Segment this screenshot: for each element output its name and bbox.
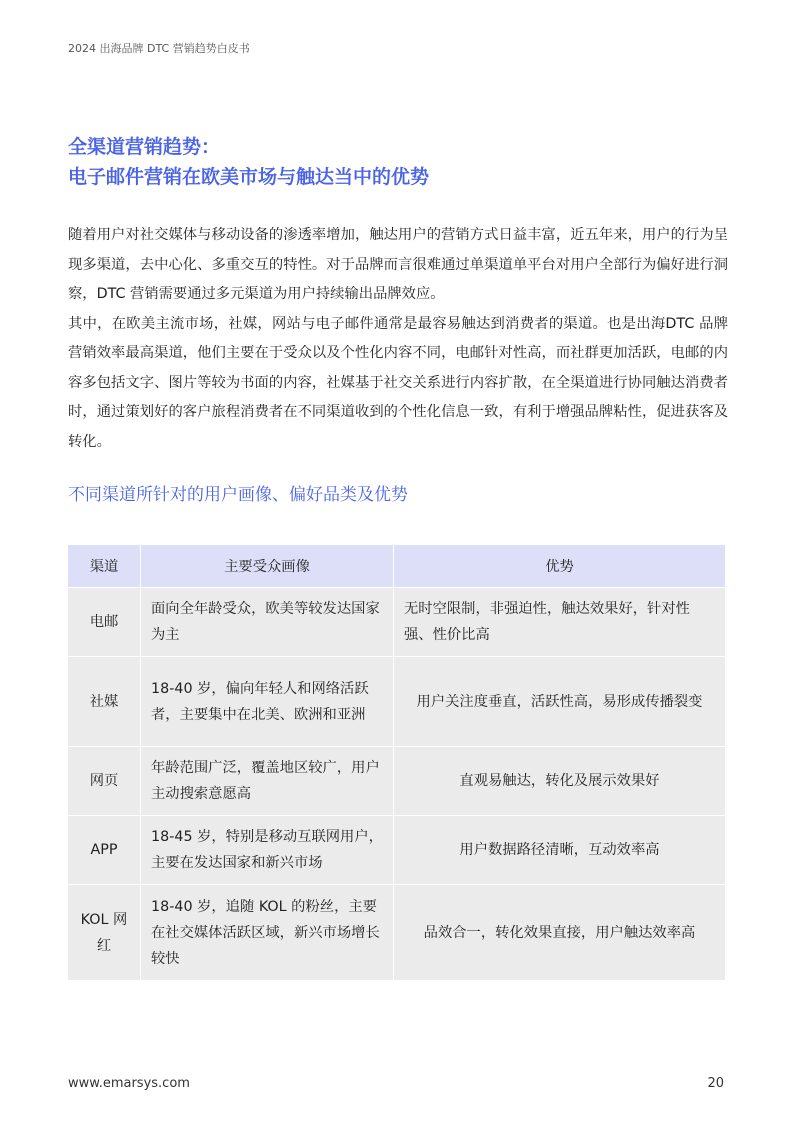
header-channel: 渠道: [68, 545, 141, 588]
cell-channel: 电邮: [68, 588, 141, 657]
cell-advantage: 无时空限制，非强迫性，触达效果好，针对性强、性价比高: [394, 588, 726, 657]
section-title-line-2: 电子邮件营销在欧美市场与触达当中的优势: [68, 166, 430, 188]
paragraph: 其中，在欧美主流市场，社媒，网站与电子邮件通常是最容易触达到消费者的渠道。也是出海DTC 品牌营销效率最高渠道，他们主要在于受众以及个性化内容不同，电邮针对性高，而社群更加活跃，电邮的内容多包括文字、图片等较为书面的内容，社媒基于社交关系进行内容扩散，在全渠道进行协同触达消费者时，通过策划好的客户旅程消费者在不同渠道收到的个性化信息一致，有利于增强品牌粘性，促进获客及转化。: [68, 315, 728, 450]
cell-advantage: 用户关注度垂直，活跃性高，易形成传播裂变: [394, 657, 726, 747]
table-row: [68, 816, 725, 885]
cell-audience: 18-45 岁，特别是移动互联网用户，主要在发达国家和新兴市场: [141, 816, 394, 885]
table-row: [68, 885, 725, 981]
cell-audience: 年龄范围广泛，覆盖地区较广，用户主动搜索意愿高: [141, 747, 394, 816]
table-header-row: [68, 545, 725, 588]
body-text: [68, 221, 728, 457]
table-subtitle: 不同渠道所针对的用户画像、偏好品类及优势: [68, 485, 408, 505]
cell-advantage: 品效合一，转化效果直接，用户触达效率高: [394, 885, 726, 981]
cell-audience: 18-40 岁，追随 KOL 的粉丝，主要在社交媒体活跃区域，新兴市场增长较快: [141, 885, 394, 981]
cell-channel: KOL 网红: [68, 885, 141, 981]
table-row: [68, 588, 725, 657]
cell-channel: 网页: [68, 747, 141, 816]
page-number: 20: [707, 1076, 724, 1091]
channel-table: [68, 545, 725, 981]
running-header: 2024 出海品牌 DTC 营销趋势白皮书: [68, 42, 250, 55]
cell-channel: APP: [68, 816, 141, 885]
header-audience: 主要受众画像: [141, 545, 394, 588]
cell-advantage: 直观易触达，转化及展示效果好: [394, 747, 726, 816]
paragraph: 随着用户对社交媒体与移动设备的渗透率增加，触达用户的营销方式日益丰富，近五年来，用户的行为呈现多渠道，去中心化、多重交互的特性。对于品牌而言很难通过单渠道单平台对用户全部行为偏好进行洞察，DTC 营销需要通过多元渠道为用户持续输出品牌效应。: [68, 227, 728, 302]
header-advantage: 优势: [394, 545, 726, 588]
cell-audience: 面向全年龄受众，欧美等较发达国家为主: [141, 588, 394, 657]
cell-channel: 社媒: [68, 657, 141, 747]
table-row: [68, 657, 725, 747]
section-title: [68, 132, 728, 192]
footer-url: www.emarsys.com: [68, 1076, 190, 1091]
cell-audience: 18-40 岁，偏向年轻人和网络活跃者，主要集中在北美、欧洲和亚洲: [141, 657, 394, 747]
cell-advantage: 用户数据路径清晰，互动效率高: [394, 816, 726, 885]
table-row: [68, 747, 725, 816]
section-title-line-1: 全渠道营销趋势：: [68, 136, 221, 158]
